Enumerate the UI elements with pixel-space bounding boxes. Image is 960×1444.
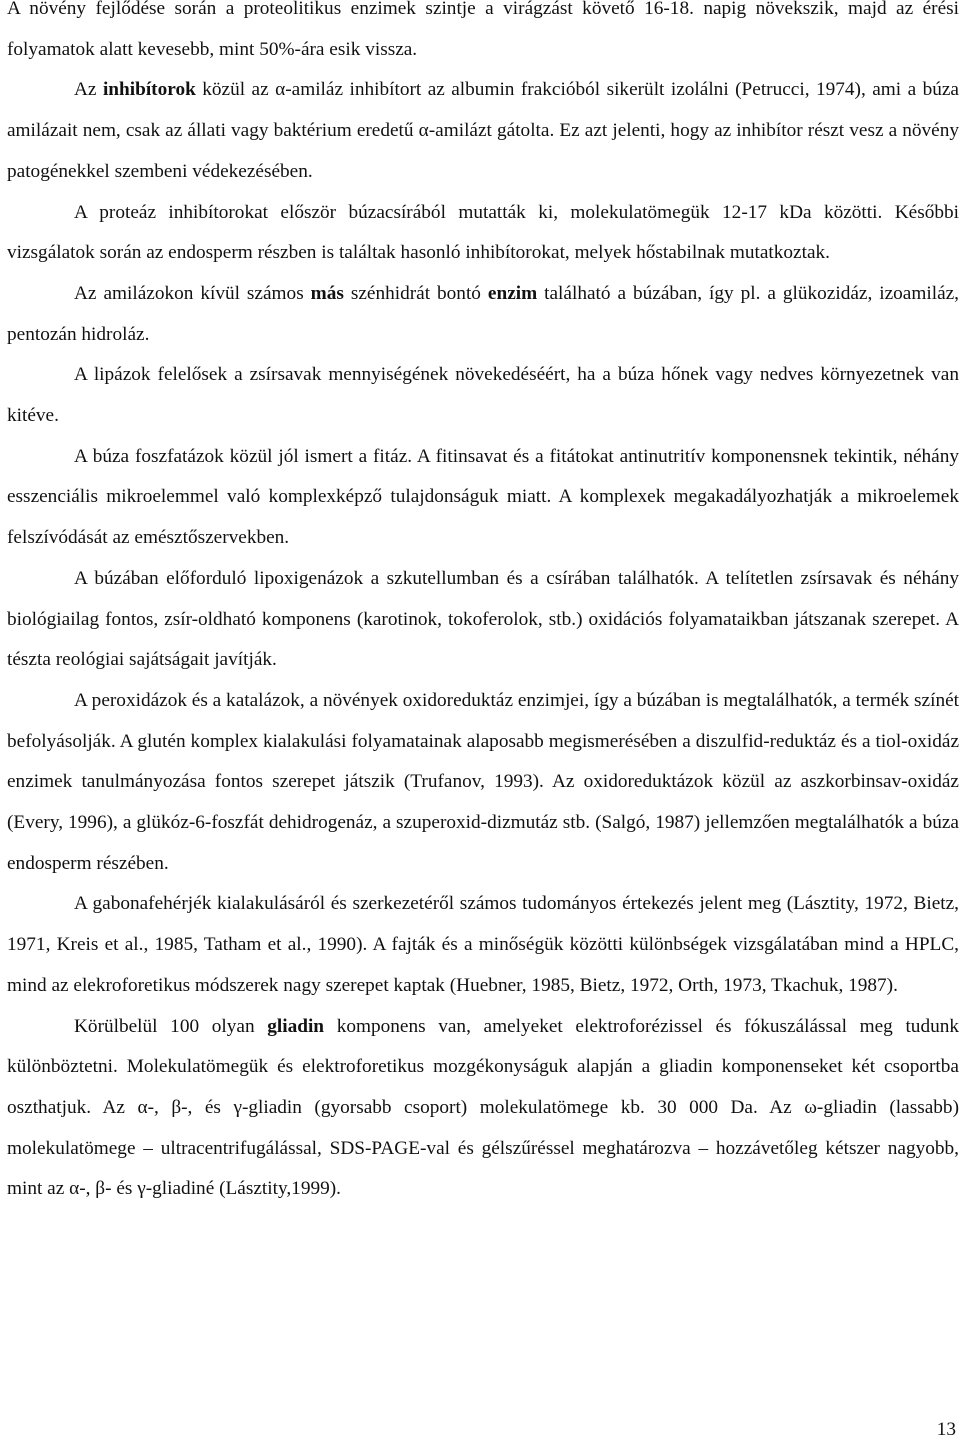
paragraph-proteolytic-enzymes: A növény fejlődése során a proteolitikus enzimek szintje a virágzást követő 16-18. napig növekszik, majd az érési folyamatok alatt kevesebb, mint 50%-ára esik vissza. (7, 0, 959, 60)
keyword-inhibitorok: inhibítorok (102, 79, 196, 101)
paragraph-phosphatases: A búza foszfatázok közül jól ismert a fitáz. A fitinsavat és a fitátokat antinutritív komponensnek tekintik, néhány esszenciális mikroelemmel való komplexképző tulajdonságuk miatt. A komplexek megakadályozhatják a mikroelemek felszívódását az emésztőszervekben. (7, 445, 959, 549)
keyword-mas: más (310, 282, 344, 304)
paragraph-lipoxygenases: A búzában előforduló lipoxigenázok a szkutellumban és a csírában találhatók. A telítetlen zsírsavak és néhány biológiailag fontos, zsír-oldható komponens (karotinok, tokoferolok, stb.) oxidációs folyamataikban játszanak szerepet. A tészta reológiai sajátságait javítják. (7, 567, 959, 671)
paragraph-lipases: A lipázok felelősek a zsírsavak mennyiségének növekedéséért, ha a búza hőnek vagy nedves környezetnek van kitéve. (7, 364, 959, 427)
paragraph-other-enzymes: Az amilázokon kívül számos más szénhidrát bontó enzim található a búzában, így pl. a glükozidáz, izoamiláz, pentozán hidroláz. (7, 282, 960, 345)
paragraph-peroxidases: A peroxidázok és a katalázok, a növények oxidoreduktáz enzimjei, így a búzában is megtalálhatók, a termék színét befolyásolják. A glutén komplex kialakulási folyamatainak alaposabb megismerésében a diszulfid-reduktáz és a tiol-oxidáz enzimek tanulmányozása fontos szerepet játszik (Trufanov, 1993). Az oxidoreduktázok közül az aszkorbinsav-oxidáz (Every, 1996), a glükóz-6-foszfát dehidrogenáz, a szuperoxid-dizmutáz stb. (Salgó, 1987) jellemzően megtalálhatók a búza endosperm részében. (7, 689, 959, 874)
paragraph-protease-inhibitors: A proteáz inhibítorokat először búzacsírából mutatták ki, molekulatömegük 12-17 kDa közötti. Későbbi vizsgálatok során az endosperm részben is találtak hasonló inhibítorokat, melyek hőstabilnak mutatkoztak. (7, 201, 959, 264)
keyword-enzim: enzim (487, 282, 538, 304)
page-number: 13 (936, 1419, 956, 1440)
paragraph-inhibitors: Az inhibítorok közül az α-amiláz inhibítort az albumin frakcióból sikerült izolálni (Petrucci, 1974), ami a búza amilázait nem, csak az állati vagy baktérium eredetű α-amilázt gátolta. Ez azt jelenti, hogy az inhibítor részt vesz a növény patogénekkel szembeni védekezésében. (7, 79, 959, 182)
paragraph-gliadin: Körülbelül 100 olyan gliadin komponens van, amelyeket elektroforézissel és fókuszálással meg tudunk különböztetni. Molekulatömegük és elektroforetikus mozgékonyságuk alapján a gliadin komponenseket két csoportba oszthatjuk. Az α-, β-, és γ-gliadin (gyorsabb csoport) molekulatömege kb. 30 000 Da. Az ω-gliadin (lassabb) molekulatömege – ultracentrifugálással, SDS-PAGE-val és gélszűréssel meghatározva – hozzávetőleg kétszer nagyobb, mint az α-, β- és γ-gliadiné (Lásztity,1999). (7, 1015, 960, 1200)
keyword-gliadin: gliadin (267, 1015, 325, 1037)
paragraph-grain-proteins: A gabonafehérjék kialakulásáról és szerkezetéről számos tudományos értekezés jelent meg (Lásztity, 1972, Bietz, 1971, Kreis et al., 1985, Tatham et al., 1990). A fajták és a minőségük közötti különbségek vizsgálatában mind a HPLC, mind az elekroforetikus módszerek nagy szerepet kaptak (Huebner, 1985, Bietz, 1972, Orth, 1973, Tkachuk, 1987). (7, 893, 959, 996)
document-page (7, 0, 959, 1210)
